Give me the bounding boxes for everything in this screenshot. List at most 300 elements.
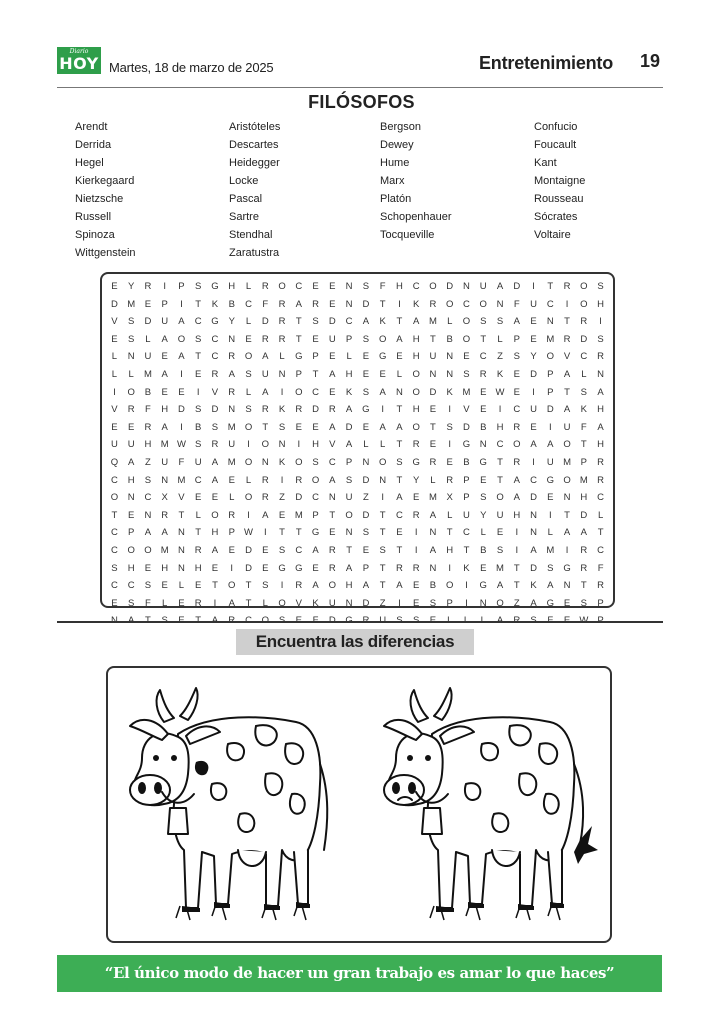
grid-letter: K: [278, 456, 286, 468]
grid-letter: E: [547, 492, 554, 504]
grid-letter: T: [195, 527, 202, 539]
grid-letter: W: [495, 386, 505, 398]
grid-letter: I: [448, 404, 452, 416]
grid-letter: M: [428, 316, 437, 328]
grid-letter: H: [597, 439, 605, 451]
grid-letter: D: [530, 368, 537, 380]
grid-letter: O: [462, 333, 471, 345]
grid-letter: T: [295, 333, 302, 345]
grid-letter: R: [261, 492, 269, 504]
differences-title: Encuentra las diferencias: [236, 629, 474, 655]
grid-letter: I: [532, 456, 535, 468]
grid-letter: N: [345, 298, 353, 310]
grid-letter: C: [597, 492, 605, 504]
grid-letter: C: [211, 333, 219, 345]
grid-letter: C: [312, 492, 319, 504]
grid-letter: V: [463, 404, 470, 416]
grid-letter: S: [111, 562, 118, 574]
grid-letter: T: [195, 298, 202, 310]
grid-letter: A: [362, 580, 370, 592]
grid-letter: I: [398, 298, 401, 310]
grid-letter: I: [180, 421, 183, 433]
grid-letter: R: [211, 439, 219, 451]
grid-letter: C: [110, 474, 118, 486]
grid-letter: T: [178, 509, 185, 521]
grid-letter: U: [479, 281, 487, 292]
grid-letter: A: [530, 439, 537, 451]
grid-letter: E: [413, 597, 420, 609]
grid-letter: A: [563, 368, 571, 380]
word-search-grid: [106, 278, 609, 630]
grid-letter: L: [128, 368, 134, 380]
grid-letter: R: [580, 544, 588, 556]
word-item: Montaigne: [534, 175, 586, 187]
grid-letter: L: [245, 474, 252, 486]
grid-letter: A: [228, 597, 235, 609]
word-list-column: [534, 118, 585, 244]
word-item: Russell: [75, 211, 112, 223]
grid-letter: O: [244, 421, 253, 433]
grid-letter: S: [547, 562, 554, 574]
grid-letter: N: [328, 492, 336, 504]
grid-letter: L: [245, 386, 252, 398]
grid-letter: C: [463, 298, 470, 310]
grid-letter: U: [429, 351, 437, 363]
grid-letter: E: [161, 580, 168, 592]
grid-letter: N: [261, 456, 269, 468]
grid-letter: D: [144, 316, 152, 328]
grid-letter: A: [211, 544, 219, 556]
grid-letter: I: [548, 509, 552, 521]
grid-letter: C: [144, 492, 152, 504]
grid-letter: T: [262, 421, 269, 433]
grid-letter: B: [446, 333, 453, 345]
grid-letter: H: [312, 439, 319, 451]
word-search-grid-frame: [100, 272, 615, 608]
grid-letter: R: [446, 474, 454, 486]
grid-letter: E: [362, 544, 370, 556]
grid-letter: O: [546, 351, 554, 363]
grid-letter: O: [429, 281, 437, 292]
grid-letter: S: [345, 474, 353, 486]
grid-letter: I: [280, 580, 284, 592]
grid-letter: B: [480, 544, 487, 556]
grid-letter: O: [228, 580, 236, 592]
grid-letter: O: [446, 580, 454, 592]
grid-letter: N: [479, 597, 487, 609]
grid-letter: G: [278, 562, 286, 574]
grid-letter: A: [530, 544, 537, 556]
grid-letter: G: [311, 527, 320, 539]
grid-letter: V: [329, 439, 336, 451]
grid-letter: E: [513, 386, 520, 398]
grid-letter: F: [262, 298, 269, 310]
grid-letter: P: [463, 492, 470, 504]
grid-letter: N: [496, 298, 504, 310]
grid-letter: P: [345, 456, 353, 468]
grid-letter: R: [278, 298, 286, 310]
grid-letter: N: [429, 562, 437, 574]
grid-letter: E: [111, 333, 118, 345]
grid-letter: A: [329, 474, 336, 486]
grid-letter: U: [546, 456, 554, 468]
grid-letter: C: [530, 474, 537, 486]
grid-letter: E: [312, 333, 319, 345]
grid-letter: U: [463, 509, 470, 521]
grid-letter: R: [597, 351, 605, 363]
grid-letter: C: [479, 351, 487, 363]
grid-letter: K: [211, 298, 219, 310]
grid-letter: C: [110, 527, 118, 539]
grid-letter: I: [213, 597, 217, 609]
grid-letter: E: [413, 492, 420, 504]
grid-letter: R: [412, 439, 420, 451]
grid-letter: A: [379, 421, 386, 433]
grid-letter: D: [312, 404, 319, 416]
grid-letter: R: [580, 316, 588, 328]
grid-letter: A: [144, 527, 152, 539]
grid-letter: O: [563, 474, 571, 486]
grid-letter: E: [563, 597, 571, 609]
grid-letter: H: [412, 333, 420, 345]
grid-letter: G: [211, 281, 219, 292]
grid-letter: A: [396, 421, 403, 433]
grid-letter: R: [144, 421, 152, 433]
grid-letter: E: [278, 509, 286, 521]
grid-letter: A: [161, 527, 168, 539]
grid-letter: O: [479, 298, 487, 310]
grid-letter: C: [328, 456, 336, 468]
grid-letter: N: [563, 492, 571, 504]
grid-letter: E: [496, 527, 504, 539]
grid-letter: E: [211, 562, 219, 574]
grid-letter: E: [111, 421, 118, 433]
page-number: 19: [640, 51, 661, 71]
grid-letter: K: [379, 316, 386, 328]
grid-letter: K: [530, 580, 537, 592]
grid-letter: S: [446, 421, 453, 433]
word-list-column: [75, 118, 136, 262]
grid-letter: N: [178, 544, 185, 556]
grid-letter: H: [345, 580, 353, 592]
grid-letter: K: [312, 597, 319, 609]
grid-letter: I: [196, 386, 200, 398]
grid-letter: I: [247, 509, 250, 521]
grid-letter: L: [145, 333, 151, 345]
grid-letter: T: [564, 386, 570, 398]
grid-letter: P: [362, 562, 370, 574]
grid-letter: S: [144, 474, 152, 486]
grid-letter: E: [178, 386, 185, 398]
grid-letter: L: [178, 580, 185, 592]
grid-letter: A: [262, 386, 269, 398]
word-item: Heidegger: [229, 157, 280, 169]
grid-letter: E: [329, 527, 336, 539]
grid-letter: N: [127, 351, 135, 363]
grid-letter: A: [345, 404, 353, 416]
grid-letter: K: [413, 298, 420, 310]
grid-letter: D: [211, 404, 219, 416]
grid-letter: L: [480, 527, 486, 539]
grid-letter: D: [513, 281, 521, 292]
grid-letter: V: [111, 316, 118, 328]
word-item: Bergson: [380, 121, 421, 133]
grid-letter: O: [278, 281, 286, 292]
grid-letter: R: [261, 333, 269, 345]
grid-letter: T: [580, 439, 587, 451]
grid-letter: R: [261, 281, 269, 292]
grid-letter: E: [161, 386, 168, 398]
grid-letter: O: [513, 439, 521, 451]
grid-letter: A: [396, 580, 403, 592]
grid-letter: H: [412, 404, 420, 416]
grid-letter: H: [597, 298, 605, 310]
grid-letter: O: [244, 351, 253, 363]
grid-letter: H: [127, 562, 135, 574]
grid-letter: S: [278, 421, 286, 433]
grid-letter: E: [127, 509, 135, 521]
grid-letter: E: [144, 562, 152, 574]
grid-letter: C: [295, 544, 303, 556]
grid-letter: C: [597, 544, 605, 556]
grid-letter: U: [144, 351, 152, 363]
grid-letter: S: [396, 456, 403, 468]
newspaper-logo: [57, 47, 101, 74]
grid-letter: A: [362, 316, 370, 328]
grid-letter: P: [345, 333, 353, 345]
grid-letter: A: [312, 580, 319, 592]
grid-letter: A: [547, 580, 554, 592]
grid-letter: F: [178, 456, 185, 468]
word-item: Hume: [380, 157, 410, 169]
quote-banner: “El único modo de hacer un gran trabajo es amar lo que haces”: [57, 955, 662, 992]
grid-letter: O: [412, 421, 420, 433]
grid-letter: U: [328, 333, 336, 345]
word-item: Hegel: [75, 157, 104, 169]
grid-letter: U: [563, 421, 571, 433]
grid-letter: M: [160, 439, 169, 451]
grid-letter: I: [247, 439, 250, 451]
grid-letter: W: [244, 527, 253, 539]
word-item: Aristóteles: [229, 121, 281, 133]
grid-letter: C: [412, 281, 420, 292]
grid-letter: R: [412, 562, 420, 574]
grid-letter: P: [547, 368, 554, 380]
section-title: Entretenimiento: [479, 53, 614, 73]
grid-letter: E: [178, 597, 185, 609]
grid-letter: A: [513, 316, 520, 328]
word-search-title: FILÓSOFOS: [308, 92, 415, 112]
grid-letter: B: [195, 421, 202, 433]
grid-letter: A: [262, 351, 269, 363]
grid-letter: A: [161, 421, 168, 433]
grid-letter: M: [294, 509, 303, 521]
grid-letter: D: [530, 492, 537, 504]
grid-letter: A: [563, 527, 571, 539]
grid-letter: S: [245, 368, 252, 380]
grid-letter: V: [111, 404, 118, 416]
grid-letter: N: [345, 527, 353, 539]
grid-letter: E: [362, 351, 370, 363]
grid-letter: I: [465, 580, 468, 592]
grid-letter: E: [463, 351, 470, 363]
grid-letter: A: [396, 333, 403, 345]
grid-letter: R: [328, 544, 336, 556]
grid-letter: T: [329, 509, 336, 521]
grid-letter: L: [279, 351, 285, 363]
grid-letter: O: [378, 333, 387, 345]
grid-letter: L: [111, 351, 118, 363]
grid-letter: T: [346, 544, 352, 556]
grid-letter: E: [111, 597, 118, 609]
grid-letter: P: [161, 298, 168, 310]
grid-letter: T: [295, 316, 302, 328]
grid-letter: E: [530, 333, 537, 345]
grid-letter: C: [580, 351, 588, 363]
grid-letter: G: [546, 474, 554, 486]
grid-letter: N: [479, 439, 487, 451]
grid-letter: G: [295, 562, 303, 574]
grid-letter: P: [127, 527, 135, 539]
word-list-column: [229, 118, 280, 262]
grid-letter: I: [398, 597, 401, 609]
grid-letter: C: [546, 298, 554, 310]
grid-letter: E: [195, 580, 202, 592]
grid-letter: L: [363, 439, 369, 451]
grid-letter: U: [530, 298, 537, 310]
grid-letter: N: [228, 333, 236, 345]
grid-letter: D: [328, 316, 336, 328]
grid-letter: R: [328, 562, 336, 574]
grid-letter: R: [295, 474, 303, 486]
grid-letter: A: [127, 456, 135, 468]
grid-letter: G: [546, 597, 554, 609]
grid-letter: S: [127, 597, 135, 609]
grid-letter: I: [180, 298, 183, 310]
grid-letter: I: [448, 562, 452, 574]
grid-letter: O: [295, 386, 303, 398]
grid-letter: S: [580, 386, 587, 398]
grid-letter: A: [530, 597, 537, 609]
grid-letter: E: [396, 351, 403, 363]
word-item: Foucault: [534, 139, 577, 151]
grid-letter: N: [395, 386, 403, 398]
grid-letter: H: [194, 562, 202, 574]
grid-letter: I: [599, 316, 602, 328]
grid-letter: I: [498, 404, 502, 416]
grid-letter: H: [127, 474, 135, 486]
grid-letter: Q: [110, 456, 119, 468]
grid-letter: I: [163, 281, 166, 292]
grid-letter: I: [113, 386, 116, 398]
grid-letter: R: [513, 456, 521, 468]
grid-letter: R: [597, 580, 605, 592]
grid-letter: R: [228, 386, 236, 398]
grid-letter: E: [480, 386, 487, 398]
grid-letter: A: [161, 368, 168, 380]
grid-letter: H: [161, 562, 169, 574]
grid-letter: A: [379, 386, 386, 398]
grid-letter: A: [513, 492, 520, 504]
grid-letter: L: [162, 597, 168, 609]
grid-letter: E: [195, 492, 202, 504]
grid-letter: E: [295, 421, 302, 433]
grid-letter: O: [144, 544, 152, 556]
grid-letter: A: [496, 580, 504, 592]
grid-letter: N: [446, 368, 454, 380]
grid-letter: H: [446, 544, 454, 556]
grid-letter: L: [547, 527, 553, 539]
grid-letter: L: [396, 368, 403, 380]
grid-letter: S: [262, 580, 269, 592]
grid-letter: L: [245, 281, 252, 292]
grid-letter: P: [597, 597, 604, 609]
grid-letter: E: [429, 439, 437, 451]
grid-letter: N: [446, 351, 454, 363]
grid-letter: W: [176, 439, 186, 451]
grid-letter: S: [463, 368, 470, 380]
grid-letter: C: [463, 527, 470, 539]
grid-letter: A: [413, 316, 420, 328]
grid-letter: X: [161, 492, 168, 504]
word-item: Kant: [534, 157, 557, 169]
grid-letter: T: [396, 439, 403, 451]
grid-letter: P: [312, 351, 319, 363]
grid-letter: I: [532, 281, 535, 292]
grid-letter: S: [513, 351, 520, 363]
grid-letter: B: [463, 456, 470, 468]
grid-letter: E: [245, 333, 252, 345]
grid-letter: D: [362, 298, 370, 310]
logo-small-text: Diario: [69, 48, 89, 55]
cow-drawing-left: [116, 674, 346, 936]
grid-letter: C: [496, 439, 504, 451]
grid-letter: T: [312, 368, 319, 380]
grid-letter: I: [414, 544, 418, 556]
grid-letter: H: [412, 351, 420, 363]
grid-letter: D: [295, 492, 303, 504]
grid-letter: C: [194, 474, 202, 486]
grid-letter: O: [311, 474, 320, 486]
grid-letter: E: [262, 562, 269, 574]
grid-letter: A: [396, 492, 403, 504]
grid-letter: T: [111, 509, 118, 521]
grid-letter: H: [144, 439, 152, 451]
grid-letter: B: [429, 580, 437, 592]
grid-letter: C: [312, 386, 319, 398]
grid-letter: H: [513, 509, 521, 521]
grid-letter: Y: [127, 281, 135, 292]
grid-letter: T: [513, 562, 520, 574]
word-item: Dewey: [380, 139, 414, 151]
grid-letter: O: [345, 509, 353, 521]
grid-letter: R: [563, 281, 571, 292]
grid-letter: E: [429, 404, 437, 416]
word-item: Voltaire: [534, 229, 571, 241]
grid-letter: O: [412, 386, 420, 398]
grid-letter: M: [496, 562, 504, 574]
grid-letter: M: [462, 386, 471, 398]
grid-letter: K: [496, 368, 504, 380]
grid-letter: N: [144, 509, 152, 521]
grid-letter: S: [211, 421, 219, 433]
grid-letter: T: [396, 474, 403, 486]
grid-letter: V: [211, 386, 219, 398]
grid-letter: G: [479, 580, 487, 592]
grid-letter: S: [480, 492, 487, 504]
grid-letter: I: [414, 527, 418, 539]
grid-letter: C: [211, 351, 219, 363]
